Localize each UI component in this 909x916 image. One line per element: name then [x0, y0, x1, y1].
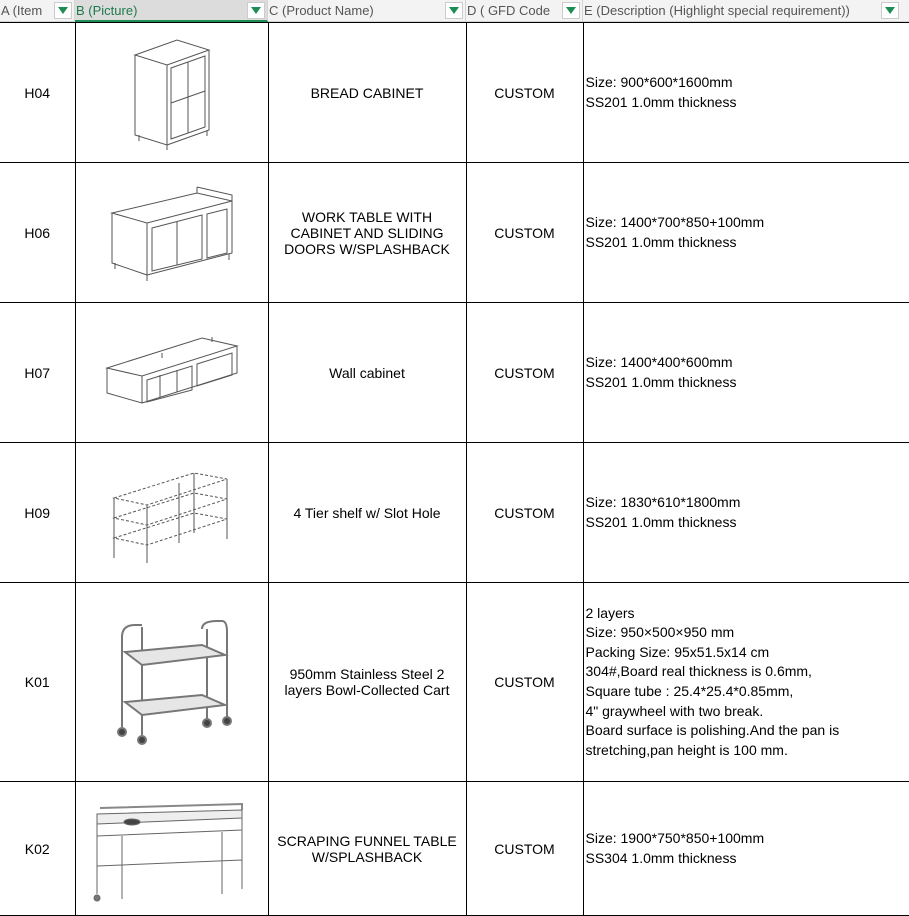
gfd-code-cell[interactable]: CUSTOM — [466, 782, 583, 916]
column-header-e[interactable] — [583, 0, 909, 22]
item-cell[interactable]: K01 — [0, 583, 75, 782]
picture-cell[interactable] — [75, 163, 268, 303]
product-name-cell[interactable]: BREAD CABINET — [268, 23, 466, 163]
description-cell[interactable]: Size: 1400*700*850+100mm SS201 1.0mm thickness — [583, 163, 909, 303]
filter-dropdown-icon[interactable] — [247, 2, 265, 19]
item-cell[interactable]: H09 — [0, 443, 75, 583]
item-cell[interactable]: H06 — [0, 163, 75, 303]
column-header-row — [0, 0, 909, 22]
description-cell[interactable]: Size: 1400*400*600mm SS201 1.0mm thickness — [583, 303, 909, 443]
work-table-image — [107, 183, 237, 283]
funnel-table-image — [92, 794, 252, 904]
description-cell[interactable]: Size: 900*600*1600mm SS201 1.0mm thickness — [583, 23, 909, 163]
bowl-cart-image — [107, 617, 237, 747]
table-row — [0, 23, 909, 163]
picture-cell[interactable] — [75, 303, 268, 443]
product-name-cell[interactable]: SCRAPING FUNNEL TABLE W/SPLASHBACK — [268, 782, 466, 916]
table-row — [0, 782, 909, 916]
table-row — [0, 303, 909, 443]
filter-dropdown-icon[interactable] — [881, 2, 899, 19]
product-name-cell[interactable]: Wall cabinet — [268, 303, 466, 443]
gfd-code-cell[interactable]: CUSTOM — [466, 443, 583, 583]
column-label: C (Product Name) — [269, 3, 374, 18]
product-name-cell[interactable]: 4 Tier shelf w/ Slot Hole — [268, 443, 466, 583]
description-cell[interactable]: Size: 1900*750*850+100mm SS304 1.0mm thickness — [583, 782, 909, 916]
column-header-a[interactable] — [0, 0, 75, 22]
item-cell[interactable]: K02 — [0, 782, 75, 916]
picture-cell[interactable] — [75, 443, 268, 583]
gfd-code-cell[interactable]: CUSTOM — [466, 163, 583, 303]
gfd-code-cell[interactable]: CUSTOM — [466, 303, 583, 443]
picture-cell[interactable] — [75, 23, 268, 163]
column-label: D ( GFD Code — [467, 3, 551, 18]
gfd-code-cell[interactable]: CUSTOM — [466, 583, 583, 782]
product-name-cell[interactable]: 950mm Stainless Steel 2 layers Bowl-Collected Cart — [268, 583, 466, 782]
description-cell[interactable]: 2 layers Size: 950×500×950 mm Packing Size: 95x51.5x14 cm 304#,Board real thickness is 0.6mm, Square tube : 25.4*25.4*0.85mm, 4" graywheel with two break. Board surface is polishing.And the pan is stretching,pan height is 100 mm. — [583, 583, 909, 782]
description-cell[interactable]: Size: 1830*610*1800mm SS201 1.0mm thickness — [583, 443, 909, 583]
item-cell[interactable]: H07 — [0, 303, 75, 443]
table-row — [0, 163, 909, 303]
product-name-cell[interactable]: WORK TABLE WITH CABINET AND SLIDING DOORS W/SPLASHBACK — [268, 163, 466, 303]
picture-cell[interactable] — [75, 583, 268, 782]
gfd-code-cell[interactable]: CUSTOM — [466, 23, 583, 163]
column-label: B (Picture) — [76, 3, 138, 18]
item-cell[interactable]: H04 — [0, 23, 75, 163]
product-table — [0, 22, 909, 916]
table-row — [0, 583, 909, 782]
column-header-c[interactable] — [268, 0, 466, 22]
filter-dropdown-icon[interactable] — [445, 2, 463, 19]
table-row — [0, 443, 909, 583]
filter-dropdown-icon[interactable] — [562, 2, 580, 19]
tier-shelf-image — [109, 463, 234, 563]
column-header-d[interactable] — [466, 0, 583, 22]
bread-cabinet-image — [127, 35, 217, 150]
wall-cabinet-image — [102, 328, 242, 418]
column-header-b[interactable] — [75, 0, 268, 22]
column-label: E (Description (Highlight special requirement)) — [584, 3, 850, 18]
filter-dropdown-icon[interactable] — [54, 2, 72, 19]
column-label: A (Item — [1, 3, 43, 18]
picture-cell[interactable] — [75, 782, 268, 916]
